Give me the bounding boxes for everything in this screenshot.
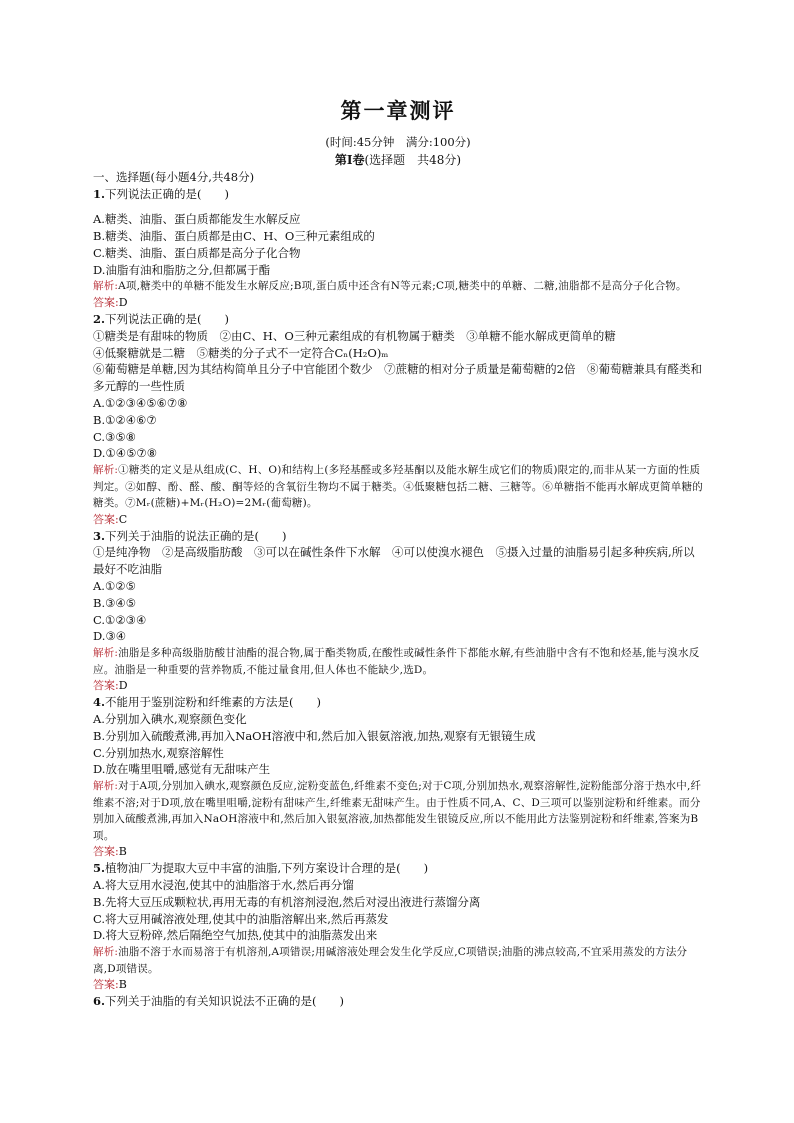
answer-value: D [118, 679, 128, 693]
answer-line [93, 295, 703, 311]
question-line: B.③④⑤ [93, 595, 137, 610]
question-text: 不能用于鉴别淀粉和纤维素的方法是( ) [105, 695, 321, 710]
question-line: B.糖类、油脂、蛋白质都是由C、H、O三种元素组成的 [93, 229, 375, 244]
volume-heading [93, 152, 703, 169]
question-line: D.①④⑤⑦⑧ [93, 446, 158, 461]
question-line: C.①②③④ [93, 612, 147, 627]
question-number: 6. [93, 994, 106, 1009]
question-stem [93, 311, 703, 328]
question-stem [93, 694, 703, 711]
question-line: D.将大豆粉碎,然后隔绝空气加热,使其中的油脂蒸发出来 [93, 928, 378, 943]
question-number: 5. [93, 861, 106, 876]
question-line: D.放在嘴里咀嚼,感觉有无甜味产生 [93, 762, 271, 777]
analysis-label: 解析: [93, 464, 119, 477]
question-text: 下列说法正确的是( ) [105, 186, 229, 201]
analysis-text: 油脂不溶于水而易溶于有机溶剂,A项错误;用碱溶液处理会发生化学反应,C项错误;油脂的沸点较高,不宜采用蒸发的方法分离,D项错误。 [93, 946, 688, 975]
question-line: ①是纯净物 ②是高级脂肪酸 ③可以在碱性条件下水解 ④可以使溴水褪色 ⑤摄入过量的油脂易引起多种疾病,所以最好不吃油脂 [93, 545, 695, 577]
answer-label: 答案: [93, 295, 119, 309]
answer-label: 答案: [93, 978, 119, 992]
question-line: ④低聚糖就是二糖 ⑤糖类的分子式不一定符合Cₙ(H₂O)ₘ [93, 345, 389, 360]
question-line: C.将大豆用碱溶液处理,使其中的油脂溶解出来,然后再蒸发 [93, 911, 389, 926]
answer-value: D [118, 295, 128, 309]
answer-label: 答案: [93, 845, 119, 859]
analysis-paragraph [93, 462, 703, 512]
answer-line [93, 512, 703, 528]
question-line: A.①②⑤ [93, 579, 136, 594]
question-line: A.①②③④⑤⑥⑦⑧ [93, 395, 188, 410]
answer-value: C [118, 512, 128, 526]
question-line: D.③④ [93, 629, 127, 644]
question-line: B.先将大豆压成颗粒状,再用无毒的有机溶剂浸泡,然后对浸出液进行蒸馏分离 [93, 894, 481, 909]
question-stem [93, 528, 703, 545]
question-stem [93, 860, 703, 877]
question-line: D.油脂有油和脂肪之分,但都属于酯 [93, 262, 271, 277]
analysis-paragraph [93, 778, 703, 844]
question-block [93, 186, 703, 311]
question-line: A.分别加入碘水,观察颜色变化 [93, 712, 247, 727]
question-line: A.糖类、油脂、蛋白质都能发生水解反应 [93, 212, 301, 227]
question-stem [93, 186, 703, 203]
exam-info: (时间:45分钟 满分:100分) [325, 135, 471, 149]
question-block [93, 528, 703, 695]
question-block [93, 860, 703, 993]
question-line: A.将大豆用水浸泡,使其中的油脂溶于水,然后再分馏 [93, 878, 354, 893]
analysis-paragraph [93, 944, 703, 977]
section-heading: 一、选择题(每小题4分,共48分) [93, 170, 255, 184]
question-number: 1. [93, 186, 106, 201]
analysis-text: A项,糖类中的单糖不能发生水解反应;B项,蛋白质中还含有N等元素;C项,糖类中的单糖、二糖,油脂都不是高分子化合物。 [118, 280, 687, 293]
question-line: C.分别加热水,观察溶解性 [93, 745, 224, 760]
question-line: C.糖类、油脂、蛋白质都是高分子化合物 [93, 245, 301, 260]
document-page [93, 98, 703, 1010]
analysis-text: ①糖类的定义是从组成(C、H、O)和结构上(多羟基醛或多羟基酮以及能水解生成它们的物质)限定的,而非从某一方面的性质判定。②如醇、酚、醛、酸、酮等烃的含氧衍生物均不属于糖类。④低聚糖包括二糖、三糖等。⑥单糖指不能再水解成更简单糖的糖类。⑦Mᵣ(蔗糖)+Mᵣ(H₂O)=2Mᵣ(葡萄糖)。 [93, 464, 703, 510]
volume-desc: (选择题 共48分) [364, 153, 462, 167]
question-number: 2. [93, 311, 106, 326]
analysis-text: 油脂是多种高级脂肪酸甘油酯的混合物,属于酯类物质,在酸性或碱性条件下都能水解,有些油脂中含有不饱和烃基,能与溴水反应。油脂是一种重要的营养物质,不能过量食用,但人体也不能缺少,选D。 [93, 647, 700, 676]
analysis-label: 解析: [93, 280, 119, 293]
answer-label: 答案: [93, 512, 119, 526]
answer-label: 答案: [93, 679, 119, 693]
analysis-label: 解析: [93, 780, 119, 793]
spacer [93, 202, 703, 211]
question-line: ①糖类是有甜味的物质 ②由C、H、O三种元素组成的有机物属于糖类 ③单糖不能水解成更简单的糖 [93, 328, 616, 343]
question-list [93, 186, 703, 1011]
question-block [93, 993, 703, 1010]
question-text: 下列关于油脂的说法正确的是( ) [105, 528, 287, 543]
question-block [93, 311, 703, 528]
question-block [93, 694, 703, 860]
question-text: 下列关于油脂的有关知识说法不正确的是( ) [105, 994, 344, 1009]
answer-line [93, 844, 703, 860]
question-line: ⑥葡萄糖是单糖,因为其结构简单且分子中官能团个数少 ⑦蔗糖的相对分子质量是葡萄糖的2倍 ⑧葡萄糖兼具有醛类和多元醇的一些性质 [93, 362, 702, 394]
question-text: 植物油厂为提取大豆中丰富的油脂,下列方案设计合理的是( ) [105, 861, 429, 876]
question-number: 3. [93, 528, 106, 543]
answer-value: B [118, 978, 127, 992]
question-text: 下列说法正确的是( ) [105, 311, 229, 326]
analysis-paragraph [93, 278, 703, 295]
analysis-label: 解析: [93, 647, 119, 660]
question-line: B.分别加入硫酸煮沸,再加入NaOH溶液中和,然后加入银氨溶液,加热,观察有无银镜生成 [93, 728, 536, 743]
analysis-text: 对于A项,分别加入碘水,观察颜色反应,淀粉变蓝色,纤维素不变色;对于C项,分别加热水,观察溶解性,淀粉能部分溶于热水中,纤维素不溶;对于D项,放在嘴里咀嚼,淀粉有甜味产生,纤维素无甜味产生。由于性质不同,A、C、D三项可以鉴别淀粉和纤维素。而分别加入硫酸煮沸,再加入NaOH溶液中和,然后加入银氨溶液,加热都能发生银镜反应,所以不能用此方法鉴别淀粉和纤维素,答案为B项。 [93, 780, 702, 842]
question-line: B.①②④⑥⑦ [93, 412, 157, 427]
analysis-paragraph [93, 645, 703, 678]
question-stem [93, 993, 703, 1010]
question-number: 4. [93, 695, 106, 710]
answer-line [93, 678, 703, 694]
question-line: C.③⑤⑧ [93, 429, 136, 444]
volume-number: 第Ⅰ卷 [334, 153, 365, 167]
answer-value: B [118, 845, 127, 859]
page-title: 第一章测评 [340, 98, 456, 123]
analysis-label: 解析: [93, 946, 119, 959]
answer-line [93, 977, 703, 993]
